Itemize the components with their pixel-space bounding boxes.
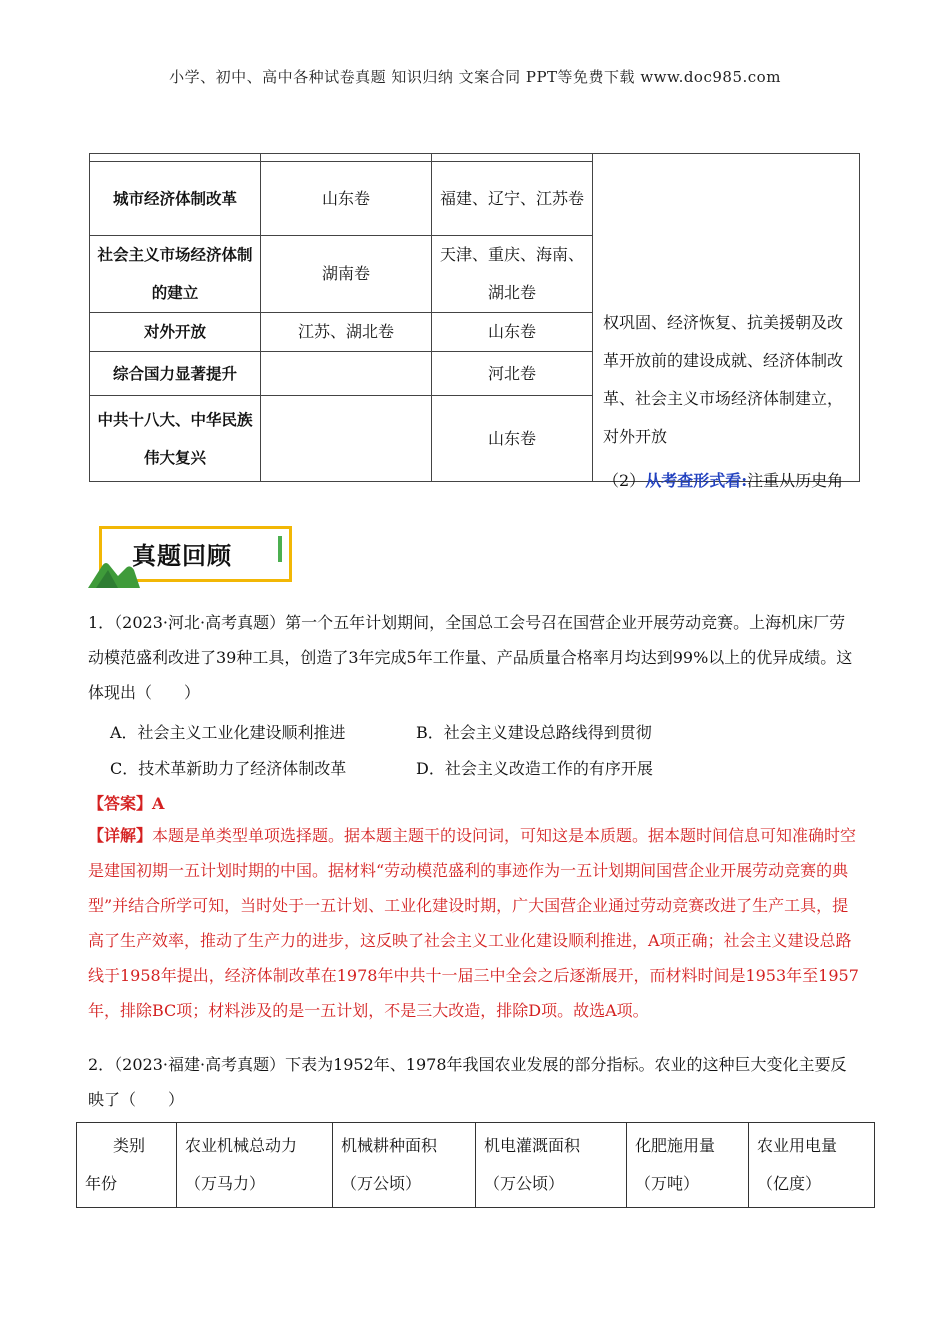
topic-cell: 综合国力显著提升	[90, 352, 261, 396]
column-header: 机械耕种面积 （万公顷）	[333, 1123, 476, 1208]
question-1-detail: 【详解】本题是单类型单项选择题。据本题主题干的设问词，可知这是本质题。据本题时间信息可知准确时空是建国初期一五计划时期的中国。据材料“劳动模范盛利的事迹作为一五计划期间国营企业开展劳动竞赛的典型”并结合所学可知，当时处于一五计划、工业化建设时期，广大国营企业通过劳动竞赛改进了生产工具，提高了生产效率，推动了生产力的进步，这反映了社会主义工业化建设顺利推进，A项正确；社会主义建设总路线于1958年提出，经济体制改革在1978年中共十一届三中全会之后逐渐展开，而材料时间是1953年至1957年，排除BC项；材料涉及的是一五计划，不是三大改造，排除D项。故选A项。	[88, 826, 859, 1020]
column-header: 农业机械总动力 （万马力）	[177, 1123, 333, 1208]
table-row	[90, 154, 860, 162]
side-summary-text: 权巩固、经济恢复、抗美援朝及改革开放前的建设成就、经济体制改革、社会主义市场经济体制建立，对外开放	[603, 313, 844, 446]
topic-cell: 社会主义市场经济体制的建立	[90, 236, 261, 313]
topic-cell: 城市经济体制改革	[90, 162, 261, 236]
cell: 湖南卷	[261, 236, 432, 313]
side-summary-cell	[593, 154, 860, 490]
section-banner	[88, 526, 296, 588]
banner-accent-bar	[278, 536, 282, 562]
page-header: 小学、初中、高中各种试卷真题 知识归纳 文案合同 PPT等免费下载 www.doc985.com	[169, 68, 781, 86]
question-1-option-c: C．技术革新助力了经济体制改革	[110, 759, 347, 778]
cell: 河北卷	[432, 352, 593, 396]
column-header: 机电灌溉面积 （万公顷）	[476, 1123, 627, 1208]
question-1-option-a: A．社会主义工业化建设顺利推进	[110, 723, 346, 742]
cell: 天津、重庆、海南、湖北卷	[432, 236, 593, 313]
cell: 山东卷	[432, 396, 593, 482]
side-note: （2）从考查形式看:注重从历史角	[603, 471, 844, 490]
column-header: 化肥施用量 （万吨）	[627, 1123, 749, 1208]
cell: 江苏、湖北卷	[261, 313, 432, 352]
cell: 山东卷	[432, 313, 593, 352]
exam-topic-table	[89, 153, 860, 490]
topic-cell: 对外开放	[90, 313, 261, 352]
banner-title: 真题回顾	[132, 542, 232, 570]
cell: 福建、辽宁、江苏卷	[432, 162, 593, 236]
question-1-answer: 【答案】A	[88, 794, 165, 813]
cell: 山东卷	[261, 162, 432, 236]
cell	[261, 396, 432, 482]
question-2-stem: 2．（2023·福建·高考真题）下表为1952年、1978年我国农业发展的部分指标。农业的这种巨大变化主要反映了（ ）	[88, 1055, 847, 1109]
cell	[261, 352, 432, 396]
question-1-option-b: B．社会主义建设总路线得到贯彻	[416, 723, 652, 742]
topic-cell: 中共十八大、中华民族伟大复兴	[90, 396, 261, 482]
question-1-stem: 1．（2023·河北·高考真题）第一个五年计划期间，全国总工会号召在国营企业开展劳动竞赛。上海机床厂劳动模范盛利改进了39种工具，创造了3年完成5年工作量、产品质量合格率月均达到99%以上的优异成绩。这体现出（ ）	[88, 613, 853, 702]
table-header-row	[77, 1123, 875, 1208]
column-header: 农业用电量 （亿度）	[749, 1123, 875, 1208]
agriculture-indicator-table	[76, 1122, 875, 1208]
question-1-option-d: D．社会主义改造工作的有序开展	[416, 759, 653, 778]
corner-cell: 类别 年份	[77, 1123, 177, 1208]
